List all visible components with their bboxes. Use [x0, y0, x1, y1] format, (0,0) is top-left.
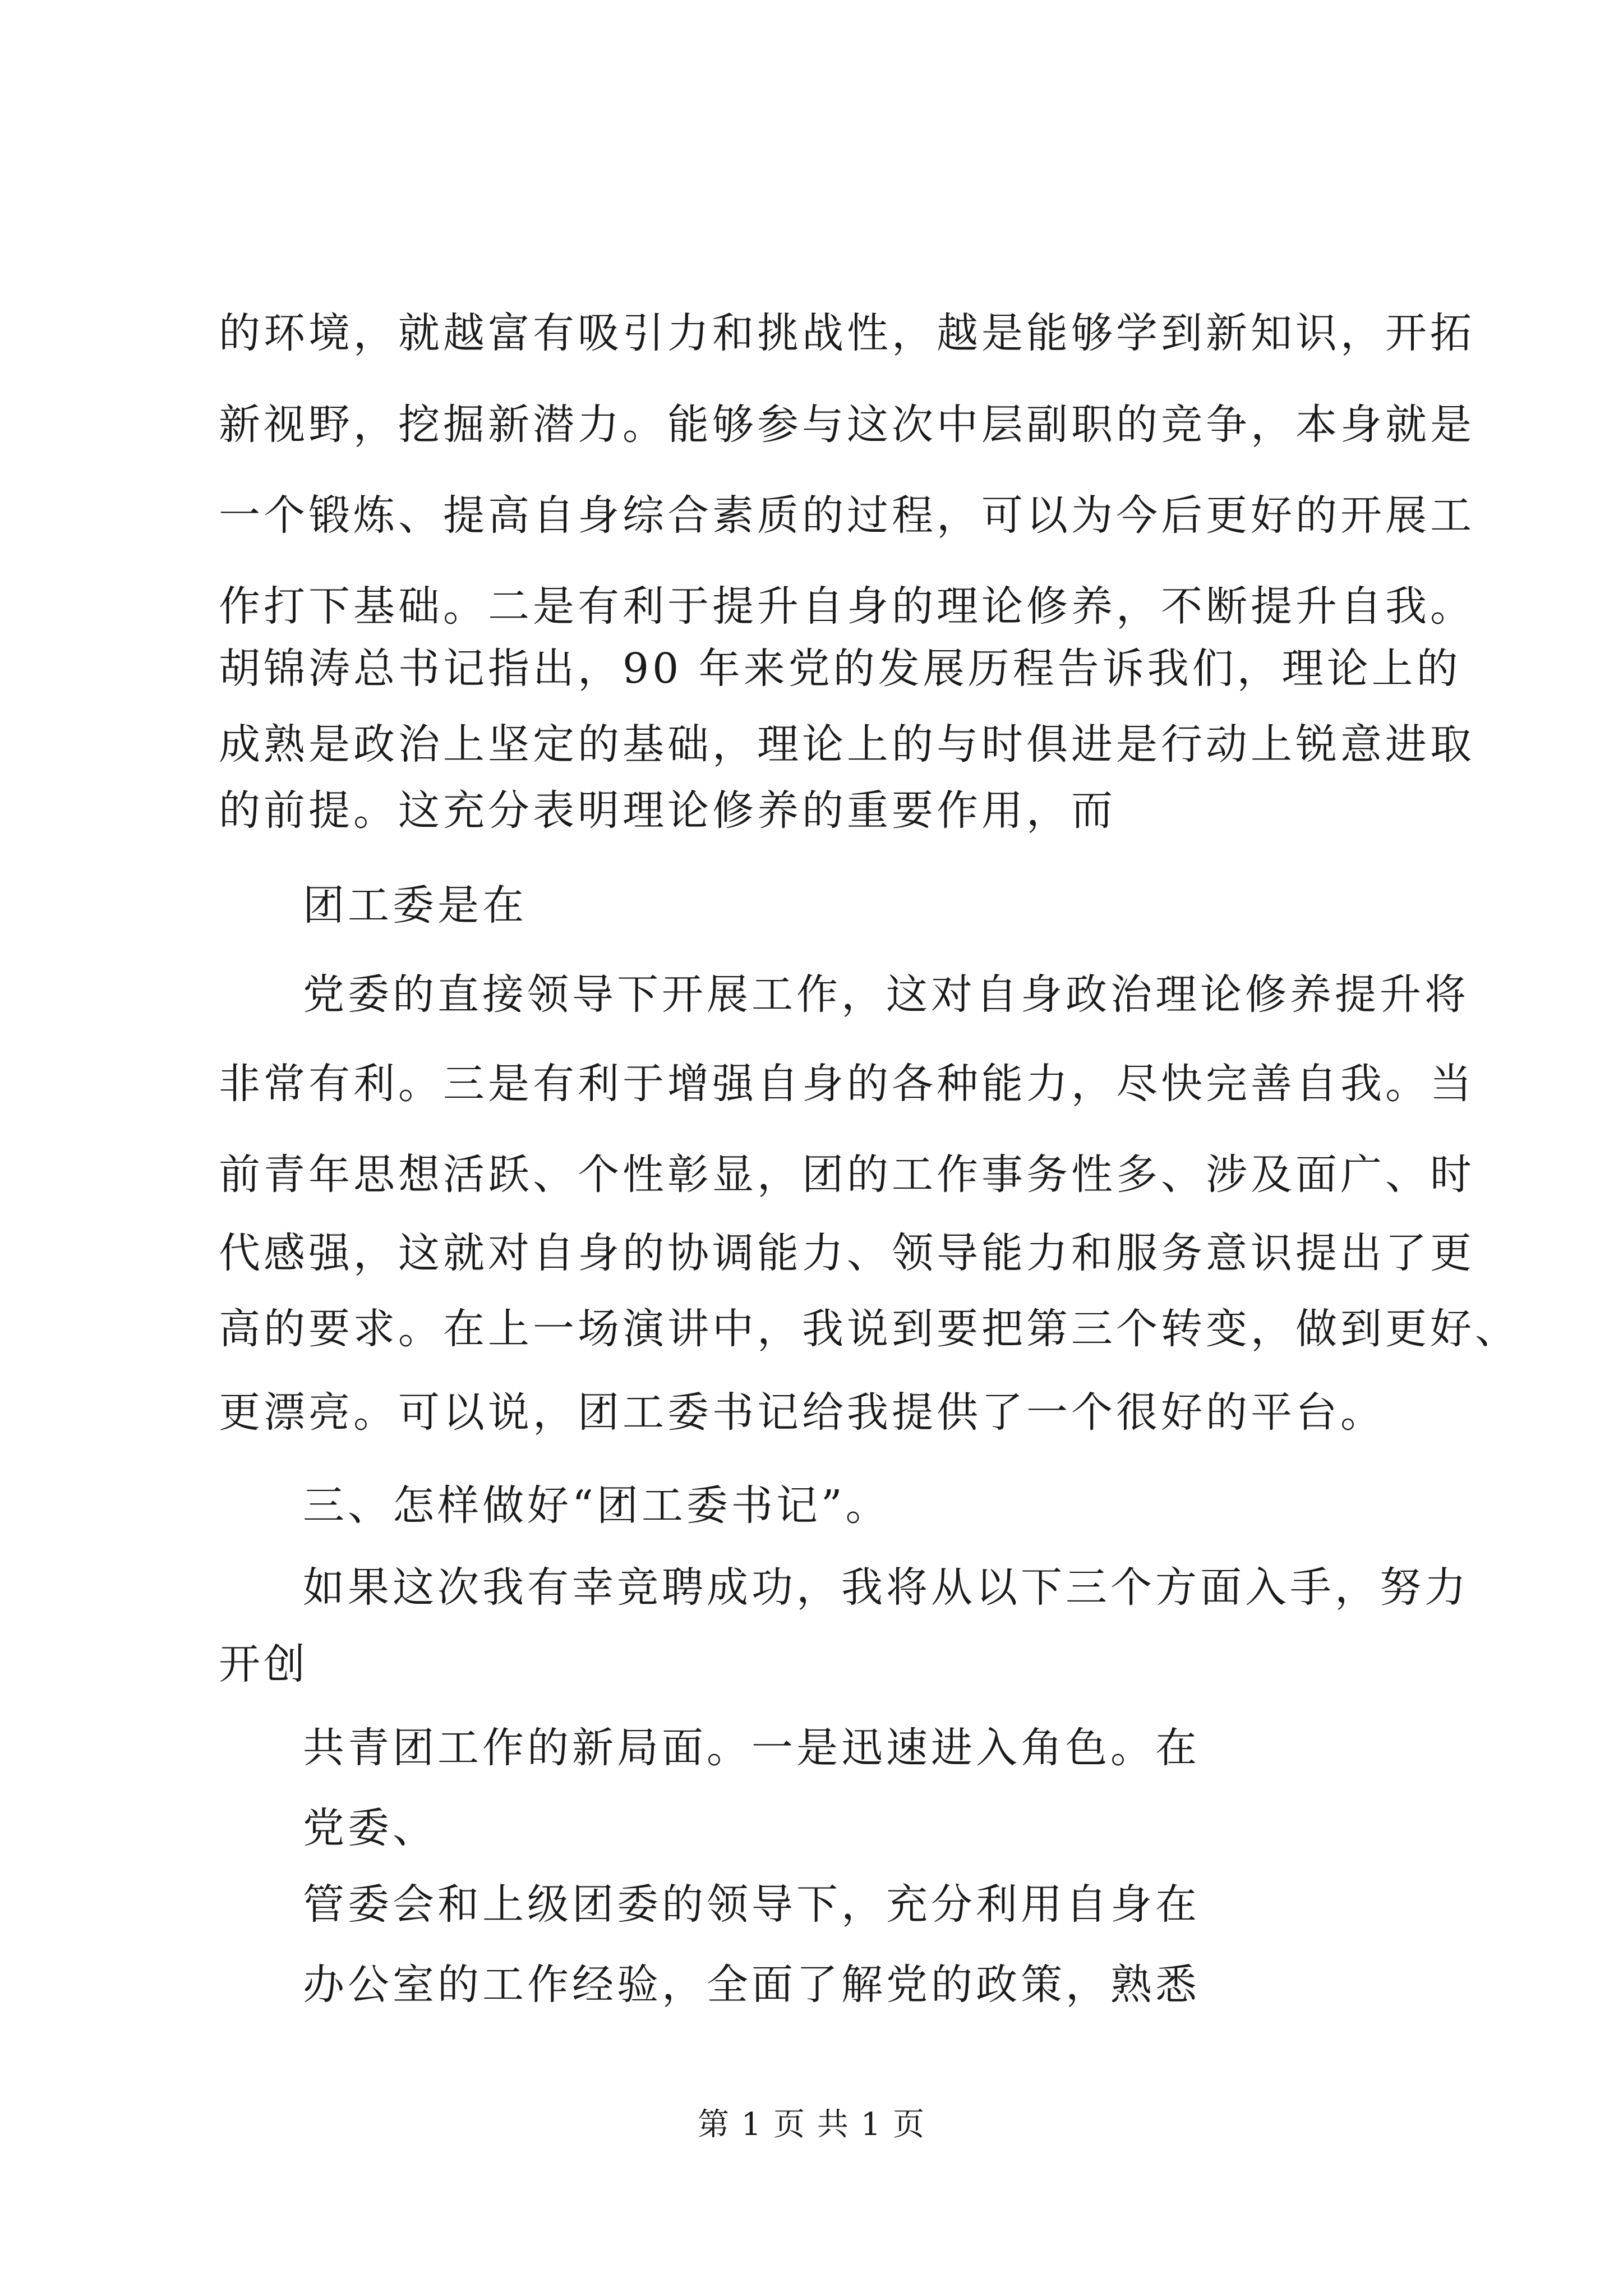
body-line-4: 作打下基础。二是有利于提升自身的理论修养，不断提升自我。	[219, 582, 1475, 631]
body-line-5: 胡锦涛总书记指出，90 年来党的发展历程告诉我们，理论上的	[219, 645, 1461, 693]
section-heading: 三、怎样做好“团工委书记”。	[303, 1481, 891, 1530]
body-line-12: 代感强，这就对自身的协调能力、领导能力和服务意识提出了更	[219, 1229, 1475, 1277]
body-line-6: 成熟是政治上坚定的基础，理论上的与时俱进是行动上锐意进取	[219, 720, 1475, 769]
body-line-17: 开创	[219, 1640, 308, 1688]
page-footer: 第 1 页 共 1 页	[697, 2106, 926, 2143]
body-line-16: 如果这次我有幸竞聘成功，我将从以下三个方面入手，努力	[303, 1563, 1469, 1612]
body-line-3: 一个锻炼、提高自身综合素质的过程，可以为今后更好的开展工	[219, 491, 1475, 540]
body-line-7: 的前提。这充分表明理论修养的重要作用，而	[219, 786, 1116, 835]
body-line-14: 更漂亮。可以说，团工委书记给我提供了一个很好的平台。	[219, 1388, 1385, 1437]
body-line-1: 的环境，就越富有吸引力和挑战性，越是能够学到新知识，开拓	[219, 309, 1475, 357]
body-line-8: 团工委是在	[303, 881, 527, 930]
body-line-21: 办公室的工作经验，全面了解党的政策，熟悉	[303, 1961, 1200, 2009]
body-line-13: 高的要求。在上一场演讲中，我说到要把第三个转变，做到更好、	[219, 1305, 1520, 1353]
body-line-20: 管委会和上级团委的领导下，充分利用自身在	[303, 1880, 1200, 1929]
body-line-18: 共青团工作的新局面。一是迅速进入角色。在	[303, 1724, 1200, 1772]
body-line-11: 前青年思想活跃、个性彰显，团的工作事务性多、涉及面广、时	[219, 1151, 1475, 1199]
body-line-10: 非常有利。三是有利于增强自身的各种能力，尽快完善自我。当	[219, 1060, 1475, 1108]
body-line-9: 党委的直接领导下开展工作，这对自身政治理论修养提升将	[303, 970, 1469, 1019]
body-line-19: 党委、	[303, 1804, 437, 1852]
body-line-2: 新视野，挖掘新潜力。能够参与这次中层副职的竞争，本身就是	[219, 401, 1475, 449]
